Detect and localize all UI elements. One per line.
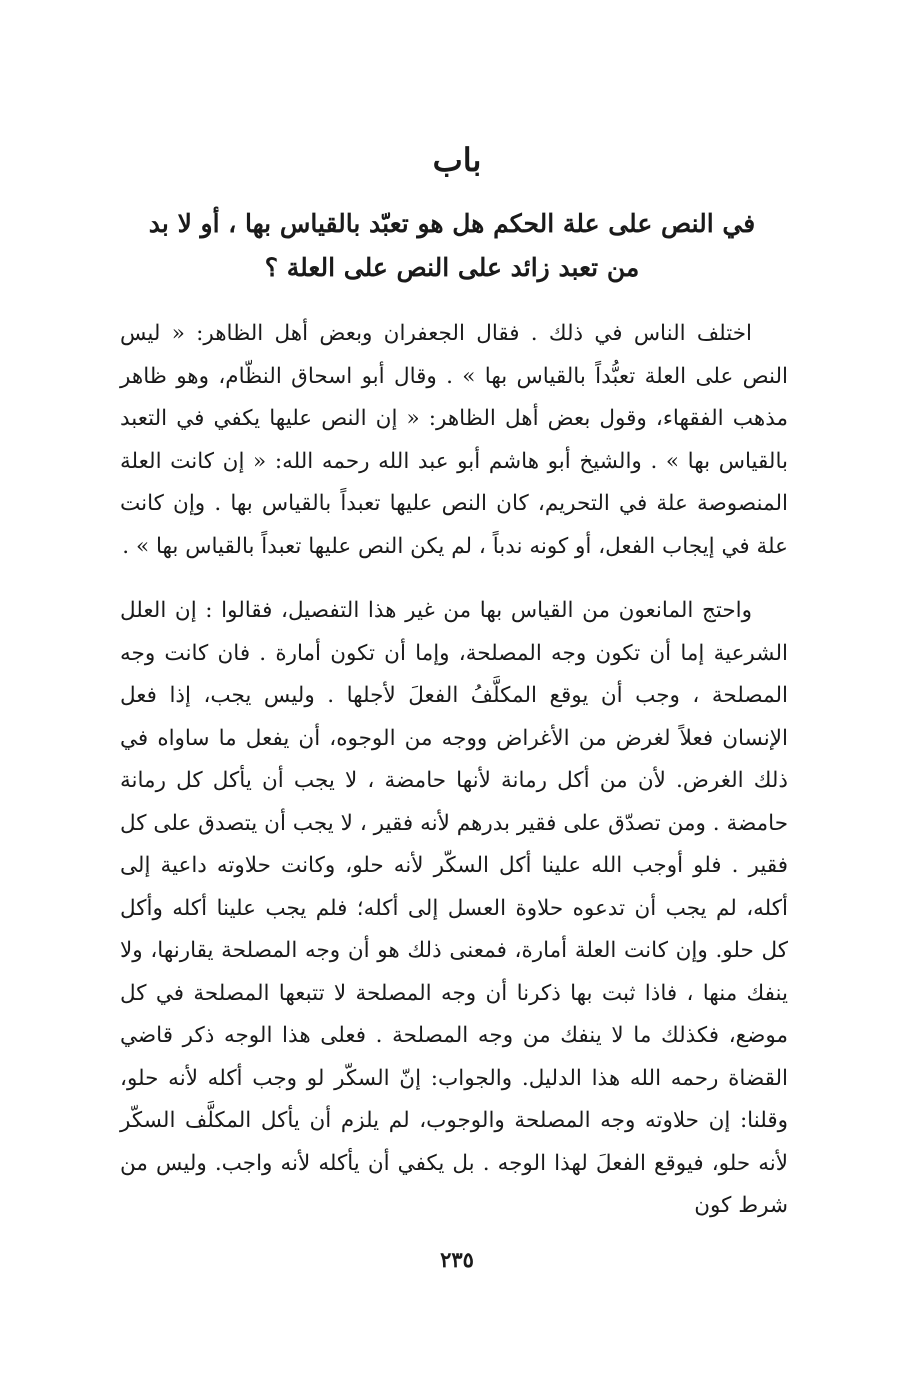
paragraph: واحتج المانعون من القياس بها من غير هذا التفصيل، فقالوا : إن العلل الشرعية إما أن تكون وجه المصلحة، وإما أن تكون أمارة . فان كانت وجه المصلحة ، وجب أن يوقع المكلَّفُ الفعلَ لأجلها . وليس يجب، إذا فعل الإنسان فعلاً لغرض من الأغراض ووجه من الوجوه، أن يفعل ما ساواه في ذلك الغرض. لأن من أكل رمانة لأنها حامضة ، لا يجب أن يأكل كل رمانة حامضة . ومن تصدّق على فقير بدرهم لأنه فقير ، لا يجب أن يتصدق على كل فقير . فلو أوجب الله علينا أكل السكّر لأنه حلو، وكانت حلاوته داعية إلى أكله، لم يجب أن تدعوه حلاوة العسل إلى أكله؛ فلم يجب علينا أكله وأكل كل حلو. وإن كانت العلة أمارة، فمعنى ذلك هو أن وجه المصلحة يقارنها، ولا ينفك منها ، فاذا ثبت بها ذكرنا أن وجه المصلحة لا تتبعها المصلحة في كل موضع، فكذلك ما لا ينفك من وجه المصلحة . فعلى هذا الوجه ذكر قاضي القضاة رحمه الله هذا الدليل. والجواب: إنّ السكّر لو وجب أكله لأنه حلو، وقلنا: إن حلاوته وجه المصلحة والوجوب، لم يلزم أن يأكل المكلَّف السكّر لأنه حلو، فيوقع الفعلَ لهذا الوجه . بل يكفي أن يأكله لأنه واجب. وليس من شرط كون (120, 598, 788, 1218)
chapter-heading: باب (432, 141, 482, 179)
page-number: ٢٣٥ (440, 1247, 474, 1272)
section-title: في النص على علة الحكم هل هو تعبّد بالقياس بها ، أو لا بد من تعبد زائد على النص على العلة ؟ (148, 209, 756, 282)
paragraph: اختلف الناس في ذلك . فقال الجعفران وبعض أهل الظاهر: « ليس النص على العلة تعبُّداً بالقياس بها » . وقال أبو اسحاق النظّام، وهو ظاهر مذهب الفقهاء، وقول بعض أهل الظاهر: « إن النص عليها يكفي في التعبد بالقياس بها » . والشيخ أبو هاشم أبو عبد الله رحمه الله: « إن كانت العلة المنصوصة علة في التحريم، كان النص عليها تعبداً بالقياس بها . وإن كانت علة في إيجاب الفعل، أو كونه ندباً ، لم يكن النص عليها تعبداً بالقياس بها » . (120, 321, 788, 559)
body-text (120, 313, 788, 1228)
